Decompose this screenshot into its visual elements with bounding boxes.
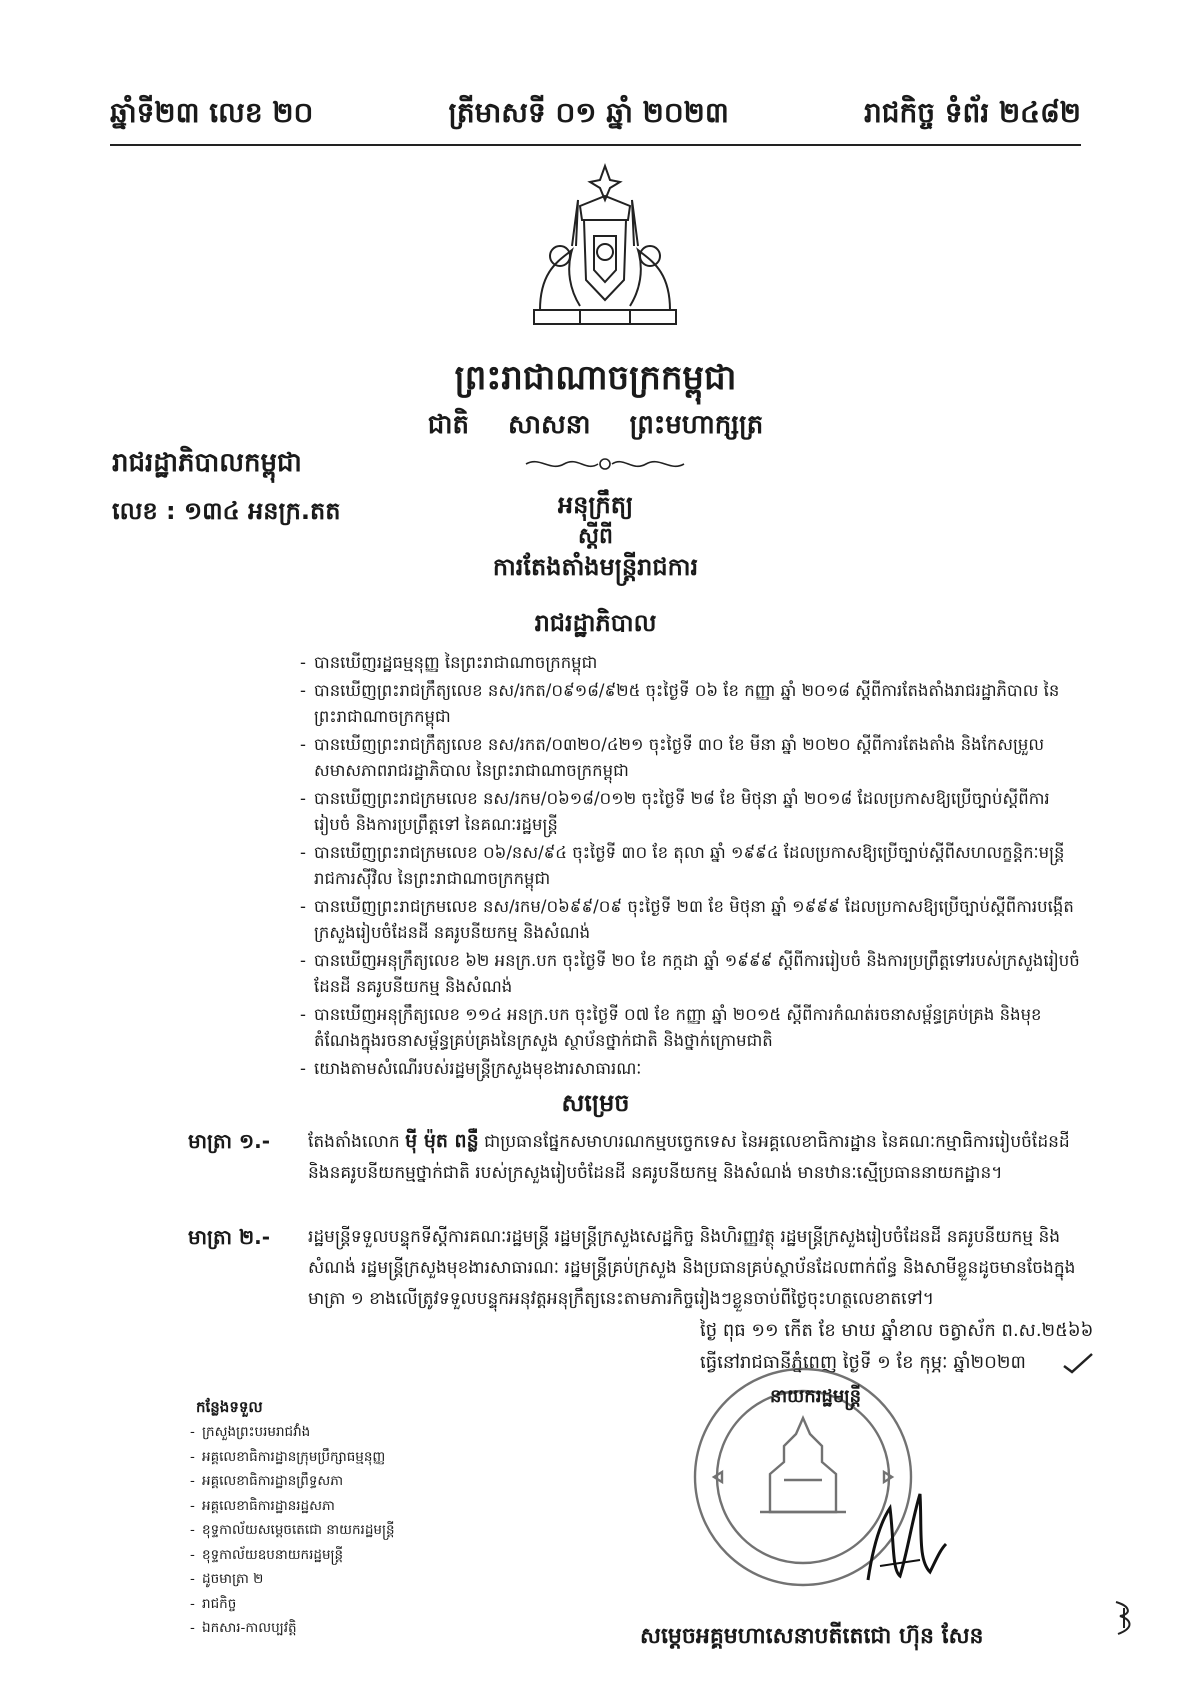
recipient-item: - អគ្គលេខាធិការដ្ឋានព្រឹទ្ធសភា [190, 1469, 395, 1494]
issuer-name: រាជរដ្ឋាភិបាលកម្ពុជា [112, 448, 302, 478]
document-subject: ការតែងតាំងមន្ត្រីរាជការ [492, 553, 699, 581]
kingdom-name: ព្រះរាជាណាចក្រកម្ពុជា [454, 358, 737, 398]
handwritten-signature-icon [860, 1480, 950, 1590]
preliminary-item: - បានឃើញព្រះរាជក្រមលេខ ០៦/នស/៩៤ ចុះថ្ងៃទី ៣០ ខែ តុលា ឆ្នាំ ១៩៩៤ ដែលប្រកាសឱ្យប្រើច្បាប់ស្តីពីសហលក្ខន្តិកៈមន្ត្រីរាជការស៊ីវិល នៃព្រះរាជាណាចក្រកម្ពុជា [300, 840, 1080, 892]
checkmark-icon [1062, 1352, 1094, 1374]
article-text: រដ្ឋមន្ត្រីទទួលបន្ទុកទីស្តីការគណៈរដ្ឋមន្ត្រី រដ្ឋមន្ត្រីក្រសួងសេដ្ឋកិច្ច និងហិរញ្ញវត្ថុ រដ្ឋមន្ត្រីក្រសួងរៀបចំដែនដី នគរូបនីយកម្ម និងសំណង់ រដ្ឋមន្ត្រីក្រសួងមុខងារសាធារណៈ រដ្ឋមន្ត្រីគ្រប់ក្រសួង និងប្រធានគ្រប់ស្ថាប័នដែលពាក់ព័ន្ធ និងសាមីខ្លួនដូចមានចែងក្នុងមាត្រា ១ ខាងលើត្រូវទទួលបន្ទុកអនុវត្តអនុក្រឹត្យនេះតាមភារកិច្ចរៀងៗខ្លួនចាប់ពីថ្ងៃចុះហត្ថលេខាតទៅ។ [308, 1227, 1076, 1309]
preliminary-item: - បានឃើញព្រះរាជក្រមលេខ នស/រកម/០៦១៨/០១២ ចុះថ្ងៃទី ២៨ ខែ មិថុនា ឆ្នាំ ២០១៨ ដែលប្រកាសឱ្យប្រើច្បាប់ស្តីពីការរៀបចំ និងការប្រព្រឹត្តទៅ នៃគណៈរដ្ឋមន្ត្រី [300, 786, 1080, 838]
kingdom-motto: ជាតិ សាសនា ព្រះមហាក្សត្រ [427, 410, 764, 440]
recipient-item: - ឯកសារ-កាលប្បវត្តិ [190, 1616, 395, 1641]
recipient-item: - ខុទ្ទកាល័យឧបនាយករដ្ឋមន្ត្រី [190, 1543, 395, 1568]
article-label: មាត្រា ២.- [188, 1225, 271, 1249]
signer-name: សម្តេចអគ្គមហាសេនាបតីតេជោ ហ៊ុន សែន [640, 1624, 984, 1649]
preliminary-item: - យោងតាមសំណើរបស់រដ្ឋមន្ត្រីក្រសួងមុខងារសាធារណៈ [300, 1056, 1080, 1082]
header-divider [110, 144, 1081, 146]
preliminary-item: - បានឃើញអនុក្រឹត្យលេខ ១១៤ អនក្រ.បក ចុះថ្ងៃទី ០៧ ខែ កញ្ញា ឆ្នាំ ២០១៥ ស្តីពីការកំណត់រចនាសម្ព័ន្ធគ្រប់គ្រង និងមុខតំណែងក្នុងរចនាសម្ព័ន្ធគ្រប់គ្រងនៃក្រសួង ស្ថាប័នថ្នាក់ជាតិ និងថ្នាក់ក្រោមជាតិ [300, 1002, 1080, 1054]
recipient-item: - អគ្គលេខាធិការដ្ឋានរដ្ឋសភា [190, 1494, 395, 1519]
recipient-item: - អគ្គលេខាធិការដ្ឋានក្រុមប្រឹក្សាធម្មនុញ្ញ [190, 1445, 395, 1470]
article-2 [188, 1222, 1088, 1315]
decision-heading: សម្រេច [561, 1089, 630, 1117]
recipient-item: - ខុទ្ទកាល័យសម្តេចតេជោ នាយករដ្ឋមន្ត្រី [190, 1518, 395, 1543]
ornament-divider-icon [520, 452, 690, 476]
article-text: តែងតាំងលោក [308, 1132, 406, 1152]
initials-mark-icon [1110, 1598, 1138, 1638]
recipient-item: - ដូចមាត្រា ២ [190, 1567, 395, 1592]
gazette-header [110, 92, 1081, 136]
government-heading: រាជរដ្ឋាភិបាល [534, 609, 657, 637]
royal-coat-of-arms-icon [520, 160, 690, 330]
recipients-heading: កន្លែងទទួល [196, 1398, 263, 1416]
signer-title: នាយករដ្ឋមន្ត្រី [770, 1386, 862, 1407]
lunar-date: ថ្ងៃ ពុធ ១១ កើត ខែ មាឃ ឆ្នាំខាល ចត្វាស័ក ព.ស.២៥៦៦ [700, 1320, 1094, 1341]
place-and-date: ធ្វើនៅរាជធានីភ្នំពេញ ថ្ងៃទី ១ ខែ កុម្ភៈ ឆ្នាំ២០២៣ [700, 1352, 1026, 1373]
preliminary-item: - បានឃើញព្រះរាជក្រឹត្យលេខ នស/រកត/០៣២០/៤២១ ចុះថ្ងៃទី ៣០ ខែ មីនា ឆ្នាំ ២០២០ ស្តីពីការតែងតាំង និងកែសម្រួលសមាសភាពរាជរដ្ឋាភិបាល នៃព្រះរាជាណាចក្រកម្ពុជា [300, 732, 1080, 784]
document-type: អនុក្រឹត្យ [557, 491, 634, 519]
recipient-item: - ក្រសួងព្រះបរមរាជវាំង [190, 1420, 395, 1445]
article-body [308, 1222, 1088, 1315]
article-label: មាត្រា ១.- [188, 1129, 271, 1153]
article-1 [188, 1126, 1088, 1189]
recipient-item: - រាជកិច្ច [190, 1592, 395, 1617]
article-body [308, 1126, 1088, 1189]
appointee-name: ម៉ី ម៉ុត ពន្លឺ [405, 1130, 479, 1152]
header-gazette-page: រាជកិច្ច ទំព័រ ២៤៨២ [863, 96, 1081, 129]
decree-number: លេខ : ១៣៤ អនក្រ.តត [112, 497, 341, 525]
preliminary-item: - បានឃើញព្រះរាជក្រឹត្យលេខ នស/រកត/០៩១៨/៩២៥ ចុះថ្ងៃទី ០៦ ខែ កញ្ញា ឆ្នាំ ២០១៨ ស្តីពីការតែងតាំងរាជរដ្ឋាភិបាល នៃព្រះរាជាណាចក្រកម្ពុជា [300, 678, 1080, 730]
recipients-list [190, 1420, 395, 1641]
preliminary-item: - បានឃើញអនុក្រឹត្យលេខ ៦២ អនក្រ.បក ចុះថ្ងៃទី ២០ ខែ កក្កដា ឆ្នាំ ១៩៩៩ ស្តីពីការរៀបចំ និងការប្រព្រឹត្តទៅរបស់ក្រសួងរៀបចំដែនដី នគរូបនីយកម្ម និងសំណង់ [300, 948, 1080, 1000]
header-year-issue: ឆ្នាំទី២៣ លេខ ២០ [110, 96, 314, 129]
preliminary-list [300, 650, 1080, 1084]
preliminary-item: - បានឃើញរដ្ឋធម្មនុញ្ញ នៃព្រះរាជាណាចក្រកម្ពុជា [300, 650, 1080, 676]
article-text: ជាប្រធានផ្នែកសមាហរណកម្មបច្ចេកទេស នៃអគ្គលេខាធិការដ្ឋាន នៃគណៈកម្មាធិការរៀបចំដែនដី និងនគរូបនីយកម្មថ្នាក់ជាតិ របស់ក្រសួងរៀបចំដែនដី នគរូបនីយកម្ម និងសំណង់ មានឋានៈស្មើប្រធាននាយកដ្ឋាន។ [308, 1132, 1070, 1183]
document-about: ស្តីពី [578, 524, 613, 549]
header-date: ត្រីមាសទី ០១ ឆ្នាំ ២០២៣ [448, 96, 729, 129]
preliminary-item: - បានឃើញព្រះរាជក្រមលេខ នស/រកម/០៦៩៩/០៩ ចុះថ្ងៃទី ២៣ ខែ មិថុនា ឆ្នាំ ១៩៩៩ ដែលប្រកាសឱ្យប្រើច្បាប់ស្តីពីការបង្កើតក្រសួងរៀបចំដែនដី នគរូបនីយកម្ម និងសំណង់ [300, 894, 1080, 946]
